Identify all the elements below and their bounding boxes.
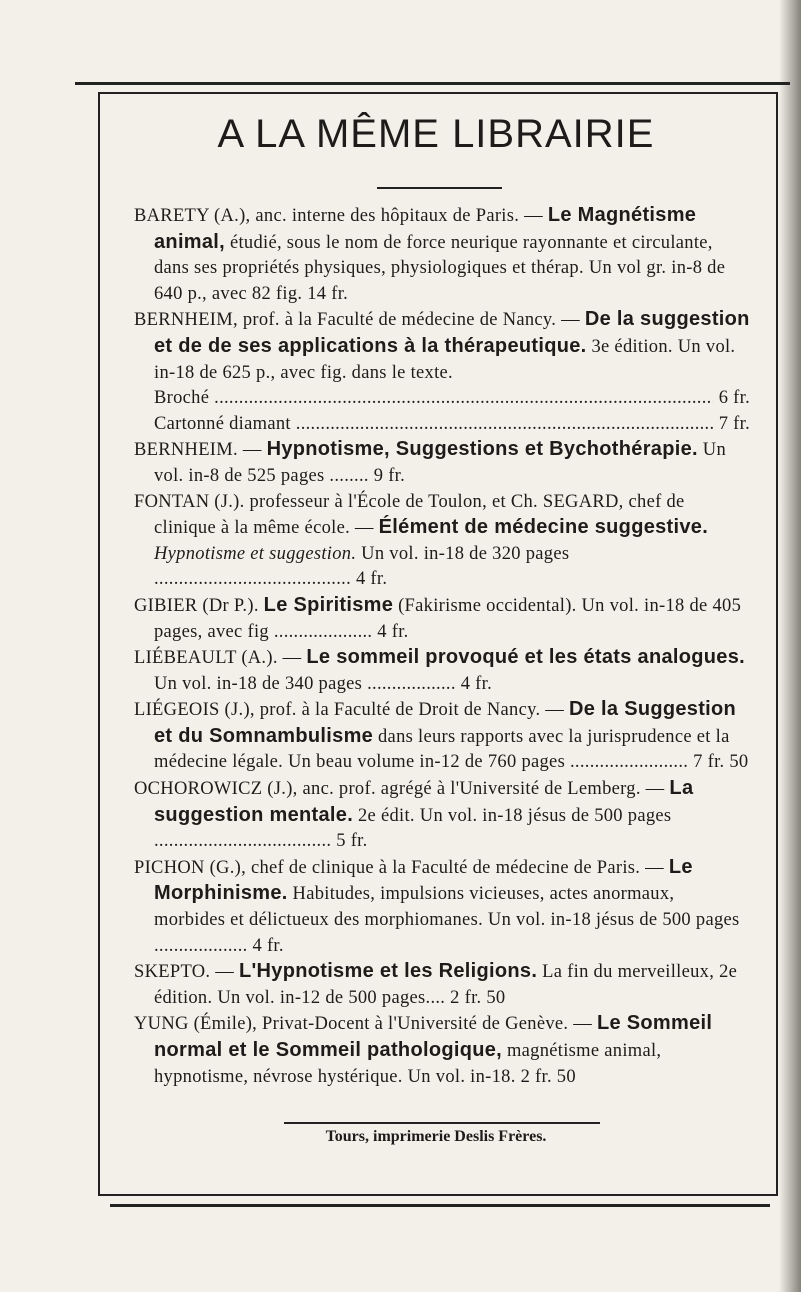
catalogue-entry bbox=[134, 645, 750, 697]
entry-price: 4 fr. bbox=[460, 673, 492, 694]
entry-text: (Fakirisme occidental). Un vol. in-18 de 405 pages, avec fig bbox=[154, 595, 742, 642]
entry-text: 2e édit. Un vol. in-18 jésus de 500 pages bbox=[353, 805, 672, 826]
top-rule bbox=[75, 82, 790, 85]
entry-text: étudié, sous le nom de force neurique rayonnante et circulante, dans ses propriétés physiques, physiologiques et thérap. Un vol gr. in-8 de 640 p., avec 82 fig. 14 fr. bbox=[154, 232, 726, 304]
bottom-rule bbox=[110, 1204, 770, 1207]
catalogue-entry bbox=[134, 490, 750, 593]
dot-leader: ........................ bbox=[565, 752, 694, 773]
catalogue-entry bbox=[134, 593, 750, 645]
catalogue-entry bbox=[134, 959, 750, 1011]
entry-text: Habitudes, impulsions vicieuses, actes anormaux, morbides et délictueux des morphiomanes. Un vol. in-18 jésus de 500 pages bbox=[154, 884, 740, 931]
entry-text: La fin du merveilleux, 2e édition. Un vol. in-12 de 500 pages.... 2 fr. 50 bbox=[154, 962, 738, 1008]
entry-price: 4 fr. bbox=[377, 621, 409, 642]
catalogue-entry bbox=[134, 697, 750, 776]
entry-author: BERNHEIM. — bbox=[134, 440, 267, 461]
catalogue bbox=[134, 203, 750, 1090]
page-edge-shadow bbox=[779, 0, 801, 1292]
footer-rule bbox=[284, 1122, 600, 1124]
price-label: Cartonné diamant ..... bbox=[154, 412, 713, 438]
catalogue-entry bbox=[134, 437, 750, 489]
entry-subtitle: Hypnotisme et suggestion. bbox=[154, 543, 357, 564]
entry-title: Le Morphinisme. bbox=[154, 855, 693, 905]
price-value: 7 fr. bbox=[718, 413, 750, 434]
catalogue-entry bbox=[134, 855, 750, 959]
dot-leader: .................... bbox=[268, 621, 378, 642]
catalogue-entry bbox=[134, 307, 750, 386]
dot-leader: ........................................ bbox=[154, 569, 356, 590]
price-value: 6 fr. bbox=[718, 388, 750, 409]
entry-title: Hypnotisme, Suggestions et Bychothérapie. bbox=[266, 438, 698, 461]
entry-title: L'Hypnotisme et les Religions. bbox=[238, 960, 538, 983]
entry-author: LIÉGEOIS (J.), prof. à la Faculté de Droit de Nancy. — bbox=[134, 700, 570, 721]
entry-author: SKEPTO. — bbox=[134, 962, 239, 983]
entry-text: magnétisme animal, hypnotisme, névrose hystérique. Un vol. in-18. 2 fr. 50 bbox=[154, 1041, 662, 1087]
entry-price: 9 fr. bbox=[373, 465, 406, 486]
entry-price: 7 fr. 50 bbox=[693, 752, 749, 773]
entry-title: Le Magnétisme animal, bbox=[154, 204, 697, 253]
entry-title: De la Suggestion et du Somnambulisme bbox=[154, 698, 737, 747]
heading-rule bbox=[377, 187, 502, 189]
entry-text: dans leurs rapports avec la jurisprudence et la médecine légale. Un beau volume in-12 de 760 pages bbox=[154, 726, 730, 773]
price-line bbox=[134, 412, 750, 438]
entry-author: YUNG (Émile), Privat-Docent à l'Université de Genève. — bbox=[134, 1014, 597, 1035]
dot-leader: .................. bbox=[362, 673, 461, 694]
entry-price: 4 fr. bbox=[355, 569, 388, 590]
entry-author: PICHON (G.), chef de clinique à la Faculté de médecine de Paris. — bbox=[134, 857, 669, 878]
dot-leader: .................................... bbox=[154, 831, 337, 852]
entry-text: Un vol. in-18 de 340 pages bbox=[154, 673, 363, 694]
entry-author: OCHOROWICZ (J.), anc. prof. agrégé à l'Université de Lemberg. — bbox=[134, 779, 670, 800]
price-line bbox=[134, 386, 750, 412]
dot-leader: ........ bbox=[324, 465, 374, 486]
entry-author: BARETY (A.), anc. interne des hôpitaux de Paris. — bbox=[134, 206, 548, 226]
entry-title: Le Spiritisme bbox=[263, 593, 394, 616]
printer-imprint: Tours, imprimerie Deslis Frères. bbox=[325, 1128, 547, 1145]
price-label: Broché ..... bbox=[154, 386, 713, 412]
dot-leader: ................... bbox=[154, 935, 253, 956]
entry-text: Un vol. in-18 de 320 pages bbox=[356, 543, 570, 564]
entry-author: BERNHEIM, prof. à la Faculté de médecine de Nancy. — bbox=[134, 310, 585, 331]
entry-title: La suggestion mentale. bbox=[154, 777, 694, 826]
page-heading: A LA MÊME LIBRAIRIE bbox=[217, 112, 655, 156]
entry-text: 3e édition. Un vol. in-18 de 625 p., avec fig. dans le texte. bbox=[154, 336, 736, 383]
entry-title: De la suggestion et de de ses applications à la thérapeutique. bbox=[154, 308, 750, 357]
entry-author: GIBIER (Dr P.). bbox=[134, 595, 264, 616]
entry-price: 4 fr. bbox=[252, 935, 284, 956]
entry-author: FONTAN (J.). professeur à l'École de Toulon, et Ch. SEGARD, chef de clinique à la même école. — bbox=[134, 491, 685, 539]
catalogue-entry bbox=[134, 203, 750, 307]
entry-title: Le sommeil provoqué et les états analogues. bbox=[306, 646, 745, 669]
entry-title: Élément de médecine suggestive. bbox=[378, 516, 709, 539]
catalogue-entry bbox=[134, 776, 750, 855]
catalogue-entry bbox=[134, 1011, 750, 1090]
entry-title: Le Sommeil normal et le Sommeil pathologique, bbox=[154, 1012, 713, 1061]
entry-author: LIÉBEAULT (A.). — bbox=[134, 648, 307, 669]
entry-text: Un vol. in-8 de 525 pages bbox=[154, 440, 726, 486]
entry-price: 5 fr. bbox=[336, 831, 368, 852]
